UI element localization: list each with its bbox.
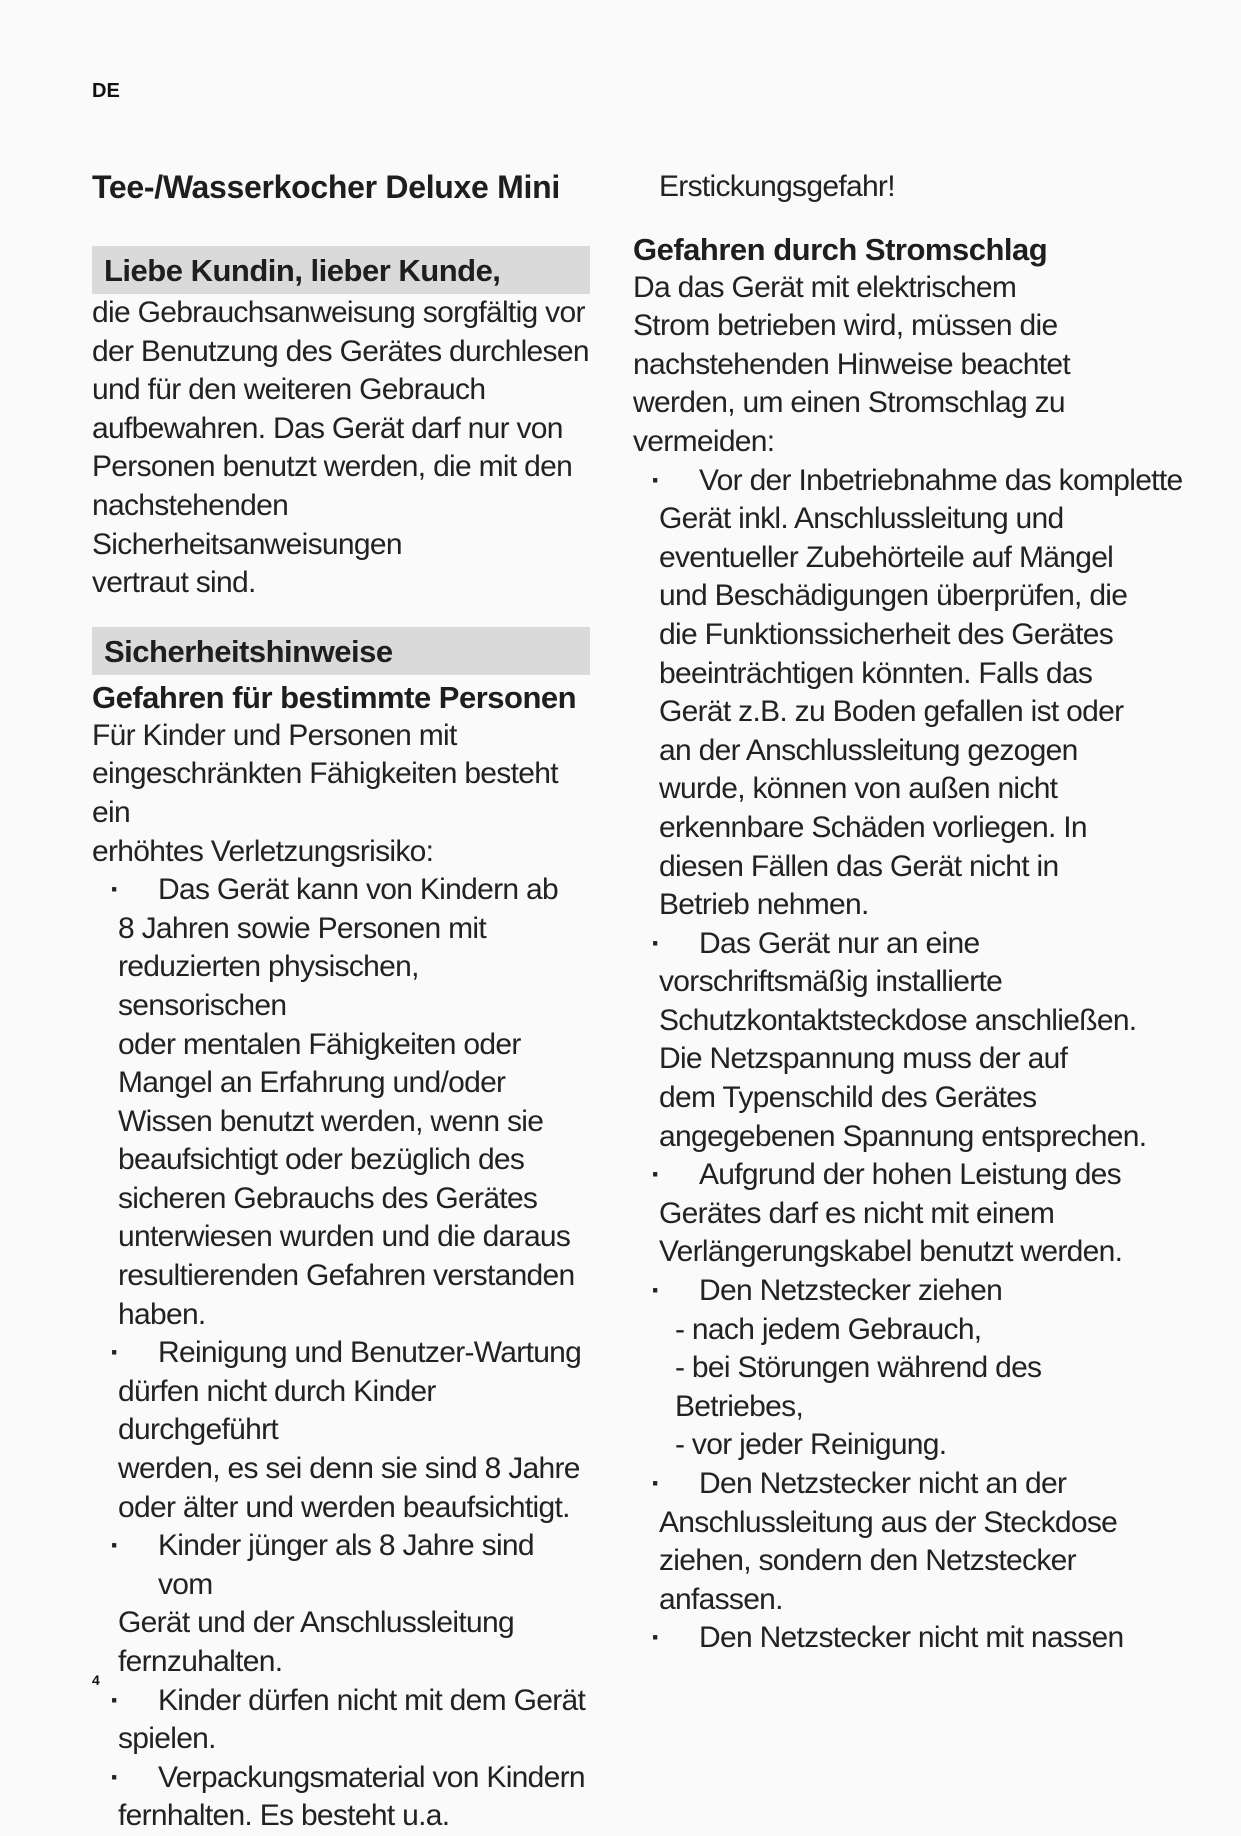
greeting-paragraph: die Gebrauchsanweisung sorgfältig vor der Benutzung des Gerätes durchlesen und für den weiteren Gebrauch aufbewahren. Das Gerät darf nur von Personen benutzt werden, die mit den nachstehenden Sicherheitsanweisungen vertraut sind.: [92, 296, 589, 600]
bullet-icon: ·: [651, 926, 661, 960]
bullet-icon: ·: [110, 873, 120, 907]
greeting-heading: Liebe Kundin, lieber Kunde,: [92, 246, 590, 294]
persons-intro: Für Kinder und Personen mit eingeschränkten Fähigkeiten besteht ein erhöhtes Verletzungsrisiko:: [92, 718, 558, 868]
list-item: · Reinigung und Benutzer-Wartung dürfen nicht durch Kinder durchgeführt werden, es sei denn sie sind 8 Jahre oder älter und werden beaufsichtigt.: [110, 1336, 582, 1524]
list-item: · Aufgrund der hohen Leistung des Gerätes darf es nicht mit einem Verlängerungskabel benutzt werden.: [651, 1158, 1123, 1269]
right-column: [633, 168, 1193, 1658]
list-item: · Vor der Inbetriebnahme das komplette Gerät inkl. Anschlussleitung und eventueller Zubehörteile auf Mängel und Beschädigungen überprüfen, die die Funktionssicherheit des Gerätes beeinträchtigen könnten. Falls das Gerät z.B. zu Boden gefallen ist oder an der Anschlussleitung gezogen wurde, können von außen nicht erkennbare Schäden vorliegen. In diesen Fällen das Gerät nicht in Betrieb nehmen.: [651, 463, 1183, 922]
bullet-icon: ·: [110, 1336, 120, 1370]
list-item: · Kinder jünger als 8 Jahre sind vom Gerät und der Anschlussleitung fernzuhalten.: [110, 1529, 534, 1678]
list-item: · Das Gerät nur an eine vorschriftsmäßig installierte Schutzkontaktsteckdose anschließen. Die Netzspannung muss der auf dem Typenschild des Gerätes angegebenen Spannung entsprechen.: [651, 926, 1147, 1153]
list-item: · Den Netzstecker nicht an der Anschlussleitung aus der Steckdose ziehen, sondern den Netzstecker anfassen.: [651, 1467, 1118, 1616]
list-item: · Verpackungsmaterial von Kindern fernhalten. Es besteht u.a.: [110, 1760, 585, 1833]
document-title: Tee-/Wasserkocher Deluxe Mini: [92, 169, 560, 205]
bullet-icon: ·: [651, 1158, 661, 1192]
persons-heading: Gefahren für bestimmte Personen: [92, 679, 577, 715]
bullet-icon: ·: [110, 1529, 120, 1563]
safety-heading: Sicherheitshinweise: [92, 627, 590, 675]
list-item: · Den Netzstecker ziehen - nach jedem Gebrauch, - bei Störungen während des Betriebes, - vor jeder Reinigung.: [651, 1274, 1042, 1462]
language-code: DE: [92, 80, 120, 102]
list-item: · Das Gerät kann von Kindern ab 8 Jahren sowie Personen mit reduzierten physischen, sensorischen oder mentalen Fähigkeiten oder Mangel an Erfahrung und/oder Wissen benutzt werden, wenn sie beaufsichtigt oder bezüglich des sicheren Gebrauchs des Gerätes unterwiesen wurden und die daraus resultierenden Gefahren verstanden haben.: [110, 873, 575, 1331]
list-item: · Kinder dürfen nicht mit dem Gerät spielen.: [110, 1683, 586, 1756]
bullet-icon: ·: [651, 463, 661, 497]
page-number: 4: [92, 1672, 100, 1688]
bullet-icon: ·: [110, 1760, 120, 1794]
electric-intro: Da das Gerät mit elektrischem Strom betrieben wird, müssen die nachstehenden Hinweise beachtet werden, um einen Stromschlag zu vermeiden:: [633, 270, 1070, 458]
bullet-icon: ·: [651, 1274, 661, 1308]
list-item: · Den Netzstecker nicht mit nassen: [633, 1619, 1193, 1658]
bullet-icon: ·: [651, 1621, 661, 1655]
bullet-icon: ·: [110, 1683, 120, 1717]
bullet-icon: ·: [651, 1467, 661, 1500]
left-column: [92, 168, 590, 1836]
electric-heading: Gefahren durch Stromschlag: [633, 231, 1048, 267]
continuation-text: Erstickungsgefahr!: [659, 170, 895, 203]
